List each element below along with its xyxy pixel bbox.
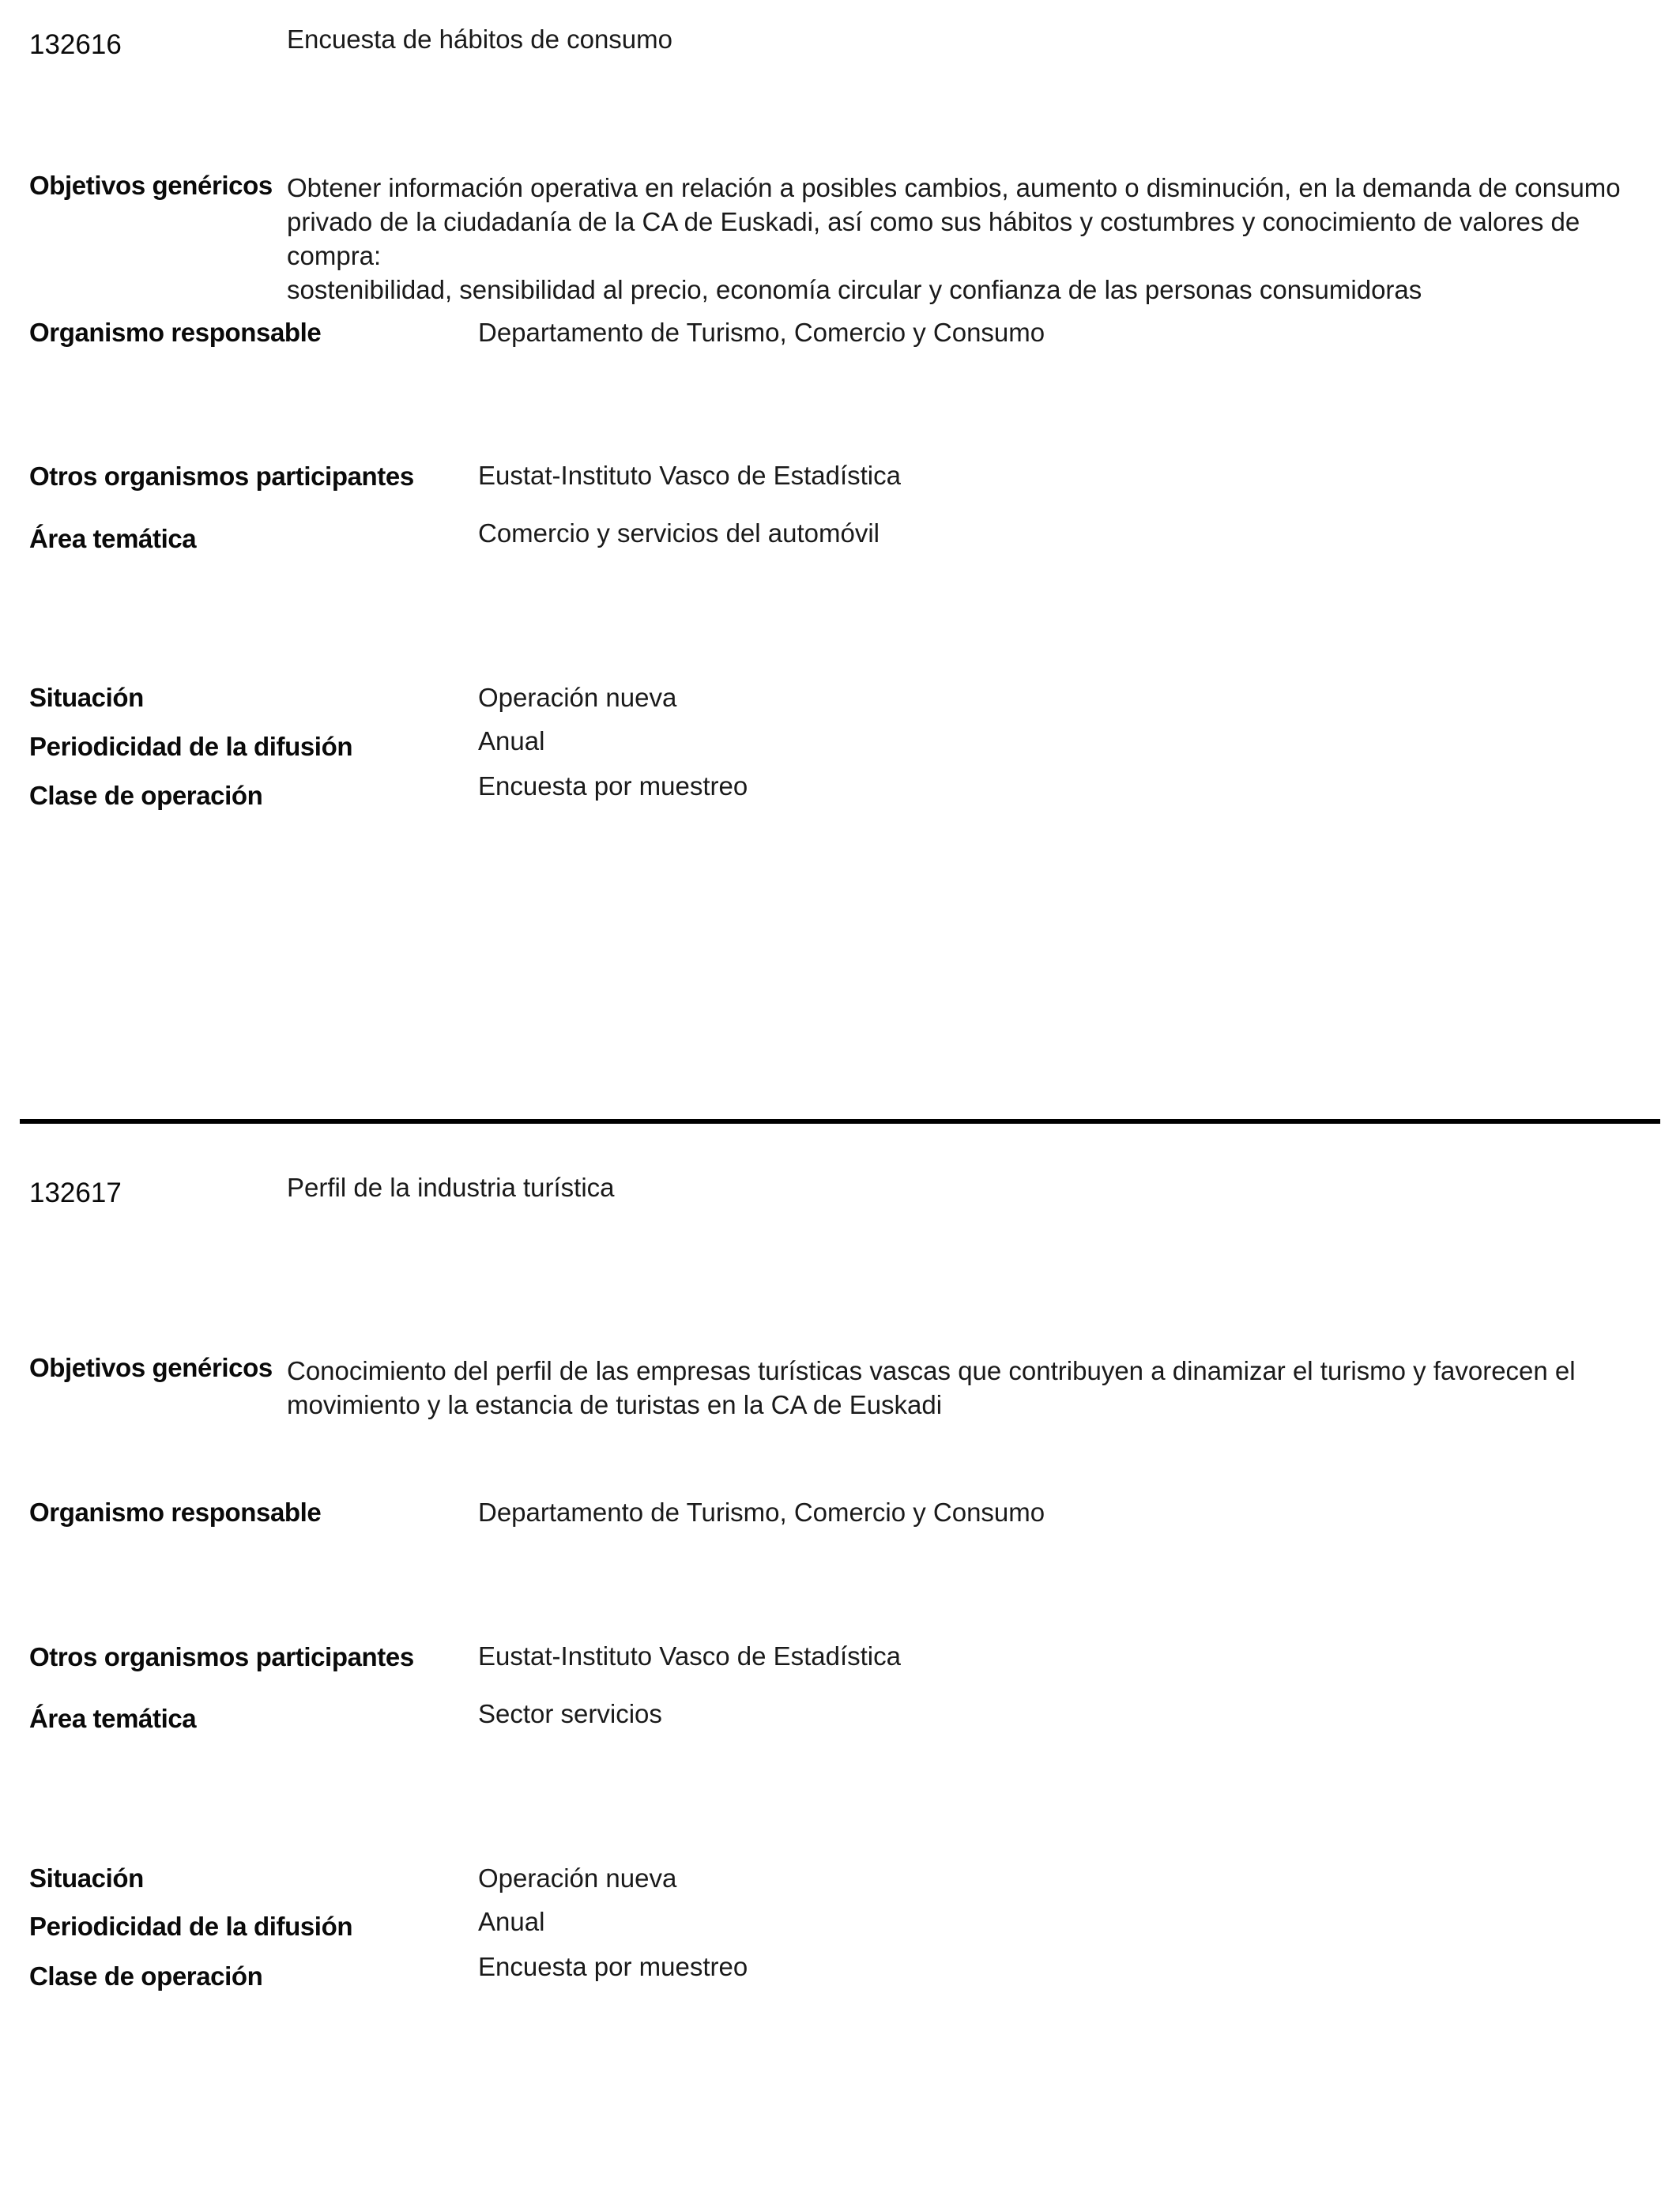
periodicity-label: Periodicidad de la difusión: [29, 1912, 353, 1941]
periodicity-value: Anual: [478, 726, 545, 755]
class-label: Clase de operación: [29, 1961, 263, 1991]
record-title: Perfil de la industria turística: [287, 1173, 615, 1202]
class-value: Encuesta por muestreo: [478, 1952, 748, 1981]
responsible-value: Departamento de Turismo, Comercio y Consumo: [478, 1498, 1045, 1527]
periodicity-value: Anual: [478, 1907, 545, 1936]
status-label: Situación: [29, 683, 144, 712]
responsible-label: Organismo responsable: [29, 318, 322, 347]
others-label: Otros organismos participantes: [29, 1642, 414, 1671]
objectives-label: Objetivos genéricos: [29, 1353, 273, 1382]
area-label: Área temática: [29, 524, 197, 553]
objectives-line: Conocimiento del perfil de las empresas turísticas vascas que contribuyen a dinamizar el turismo y favorecen el: [287, 1356, 1576, 1385]
area-value: Sector servicios: [478, 1699, 662, 1728]
objectives-line: sostenibilidad, sensibilidad al precio, economía circular y confianza de las personas consumidoras: [287, 275, 1422, 304]
status-value: Operación nueva: [478, 683, 677, 712]
others-value: Eustat-Instituto Vasco de Estadística: [478, 461, 901, 490]
record-code: 132616: [29, 29, 122, 60]
objectives-text: [287, 1354, 1646, 1422]
class-label: Clase de operación: [29, 781, 263, 810]
objectives-line: Obtener información operativa en relación a posibles cambios, aumento o disminución, en la demanda de consumo: [287, 173, 1621, 202]
class-value: Encuesta por muestreo: [478, 771, 748, 801]
objectives-text: [287, 171, 1646, 307]
objectives-line: movimiento y la estancia de turistas en la CA de Euskadi: [287, 1390, 943, 1419]
objectives-line: privado de la ciudadanía de la CA de Euskadi, así como sus hábitos y costumbres y conocimiento de valores de compra:: [287, 207, 1580, 270]
others-value: Eustat-Instituto Vasco de Estadística: [478, 1641, 901, 1671]
periodicity-label: Periodicidad de la difusión: [29, 732, 353, 761]
others-label: Otros organismos participantes: [29, 462, 414, 491]
objectives-label: Objetivos genéricos: [29, 171, 273, 200]
status-value: Operación nueva: [478, 1863, 677, 1893]
status-label: Situación: [29, 1863, 144, 1893]
record-code: 132617: [29, 1178, 122, 1208]
record-title: Encuesta de hábitos de consumo: [287, 24, 672, 54]
record-divider: [20, 1119, 1660, 1124]
area-label: Área temática: [29, 1704, 197, 1733]
responsible-value: Departamento de Turismo, Comercio y Consumo: [478, 318, 1045, 347]
area-value: Comercio y servicios del automóvil: [478, 518, 880, 548]
responsible-label: Organismo responsable: [29, 1498, 322, 1527]
